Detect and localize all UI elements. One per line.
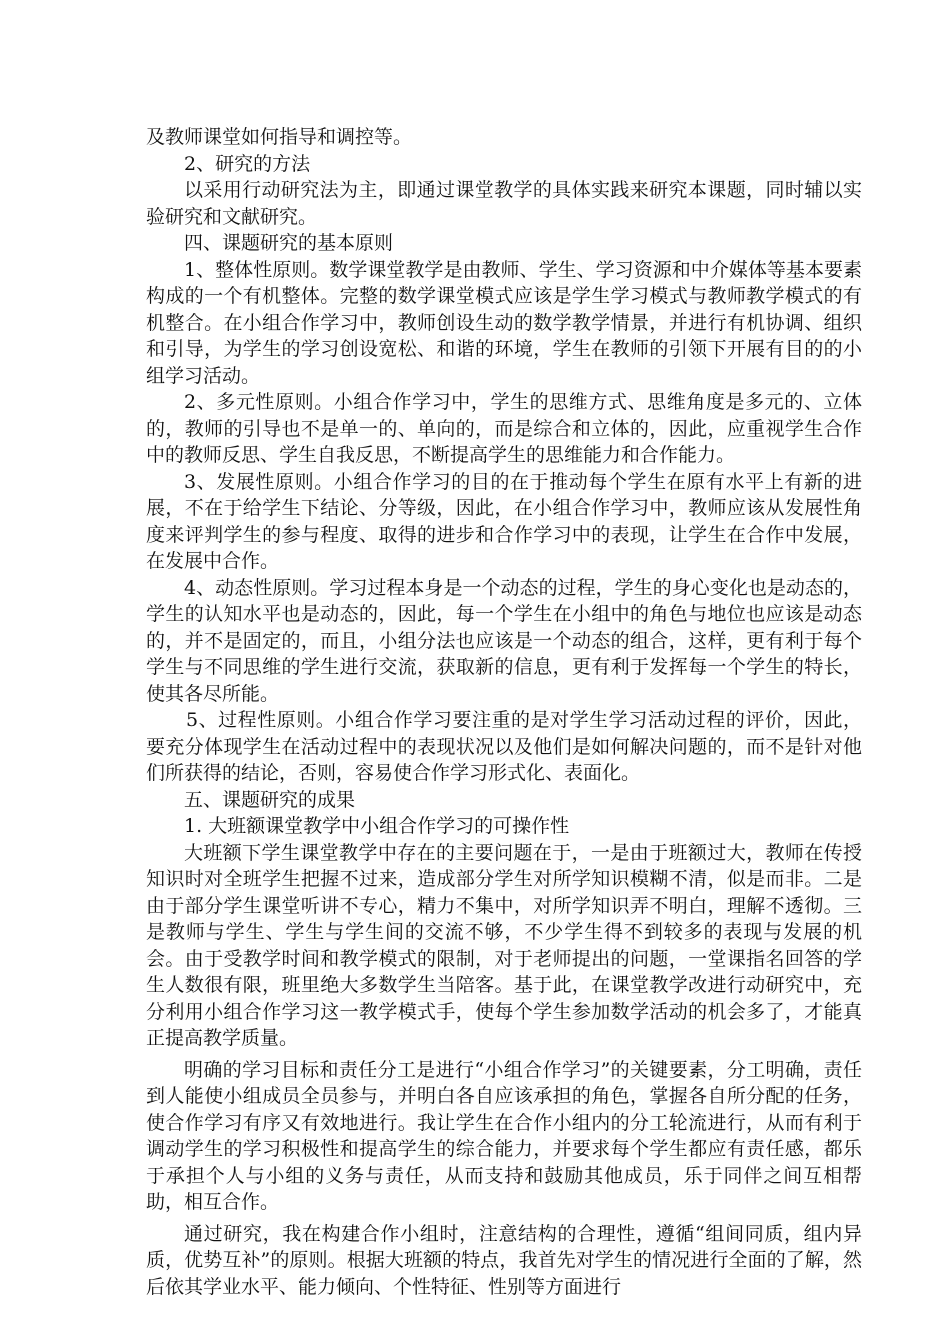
heading-basic-principles: 四、课题研究的基本原则 xyxy=(184,232,394,254)
paragraph-group-structure: 通过研究，我在构建合作小组时，注意结构的合理性，遵循“组间同质，组内异质，优势互补”的原则。根据大班额的特点，我首先对学生的情况进行全面的了解，然后依其学业水平、能力倾向、个性特征、性别等方面进行 xyxy=(146,1222,862,1298)
heading-research-results: 五、课题研究的成果 xyxy=(184,788,356,811)
subheading-operability: 1. 大班额课堂教学中小组合作学习的可操作性 xyxy=(184,815,570,837)
paragraph-principle-diversity: 2、多元性原则。小组合作学习中，学生的思维方式、思维角度是多元的、立体的，教师的引导也不是单一的、单向的，而是综合和立体的，因此，应重视学生合作中的教师反思、学生自我反思，不断提高学生的思维能力和合作能力。 xyxy=(146,391,862,466)
paragraph-goals-and-roles: 明确的学习目标和责任分工是进行“小组合作学习”的关键要素，分工明确，责任到人能使小组成员全员参与，并明白各自应该承担的角色，掌握各自所分配的任务，使合作学习有序又有效地进行。我让学生在合作小组内的分工轮流进行，从而有利于调动学生的学习积极性和提高学生的综合能力，并要求每个学生都应有责任感，都乐于承担个人与小组的义务与责任，从而支持和鼓励其他成员，乐于同伴之间互相帮助，相互合作。 xyxy=(146,1058,862,1213)
paragraph-research-method: 以采用行动研究法为主，即通过课堂教学的具体实践来研究本课题，同时辅以实验研究和文献研究。 xyxy=(146,179,862,228)
paragraph-principle-development: 3、发展性原则。小组合作学习的目的在于推动每个学生在原有水平上有新的进展，不在于给学生下结论、分等级，因此，在小组合作学习中，教师应该从发展性角度来评判学生的参与程度、取得的进步和合作学习中的表现，让学生在合作中发展，在发展中合作。 xyxy=(146,470,862,572)
paragraph-principle-process: 5、过程性原则。小组合作学习要注重的是对学生学习活动过程的评价，因此，要充分体现学生在活动过程中的表现状况以及他们是如何解决问题的，而不是针对他们所获得的结论，否则，容易使合作学习形式化、表面化。 xyxy=(146,709,862,784)
subheading-research-method: 2、研究的方法 xyxy=(184,152,311,175)
document-body xyxy=(146,124,862,1300)
paragraph-principle-dynamic: 4、动态性原则。学习过程本身是一个动态的过程，学生的身心变化也是动态的，学生的认知水平也是动态的，因此，每一个学生在小组中的角色与地位也应该是动态的，并不是固定的，而且，小组分法也应该是一个动态的组合，这样，更有利于每个学生与不同思维的学生进行交流，获取新的信息，更有利于发挥每一个学生的特长，使其各尽所能。 xyxy=(146,576,862,705)
paragraph-continuation: 及教师课堂如何指导和调控等。 xyxy=(146,126,413,148)
paragraph-principle-integrity: 1、整体性原则。数学课堂教学是由教师、学生、学习资源和中介媒体等基本要素构成的一个有机整体。完整的数学课堂模式应该是学生学习模式与教师教学模式的有机整合。在小组合作学习中，教师创设生动的数学教学情景，并进行有机协调、组织和引导，为学生的学习创设宽松、和谐的环境，学生在教师的引领下开展有目的的小组学习活动。 xyxy=(146,258,862,387)
paragraph-large-class-problems: 大班额下学生课堂教学中存在的主要问题在于，一是由于班额过大，教师在传授知识时对全班学生把握不过来，造成部分学生对所学知识模糊不清，似是而非。二是由于部分学生课堂听讲不专心，精力不集中，对所学知识弄不明白，理解不透彻。三是教师与学生、学生与学生间的交流不够，不少学生得不到较多的表现与发展的机会。由于受教学时间和教学模式的限制，对于老师提出的问题，一堂课指名回答的学生人数很有限，班里绝大多数学生当陪客。基于此，在课堂教学改进行动研究中，充分利用小组合作学习这一教学模式手，使每个学生参加数学活动的机会多了，才能真正提高教学质量。 xyxy=(146,841,862,1049)
